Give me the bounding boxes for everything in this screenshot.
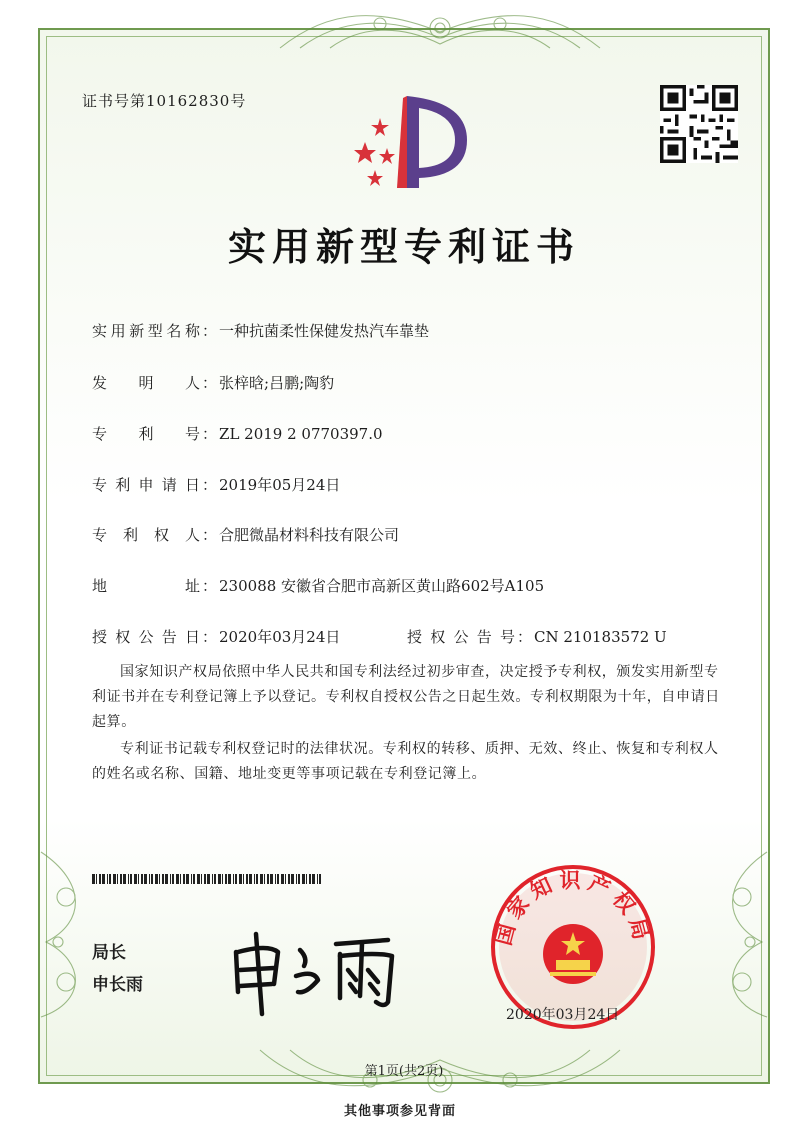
field-label: 专利号 — [92, 425, 200, 443]
footer-note: 其他事项参见背面 — [343, 1104, 456, 1119]
field-label: 实用新型名称 — [92, 322, 200, 340]
director-title: 局长 — [92, 943, 126, 963]
field-value: CN 210183572 U — [534, 628, 667, 646]
certificate-title: 实用新型专利证书 — [227, 225, 580, 269]
field-patent-number: 专利号 ： ZL 2019 2 0770397.0 — [92, 425, 383, 443]
field-address: 地址 ： 230088 安徽省合肥市高新区黄山路602号A105 — [92, 577, 545, 595]
certificate-sheet — [38, 28, 770, 1084]
field-inventors: 发明人 ： 张梓晗;吕鹏;陶豹 — [92, 374, 335, 392]
certificate-number: 证书号第10162830号 — [82, 92, 247, 110]
field-patentee: 专利权人 ： 合肥微晶材料科技有限公司 — [92, 526, 400, 544]
field-value: 合肥微晶材料科技有限公司 — [219, 526, 400, 544]
field-label: 授权公告号 — [407, 628, 515, 646]
field-value: 张梓晗;吕鹏;陶豹 — [219, 374, 335, 392]
field-grant-date: 授权公告日 ： 2020年03月24日 — [92, 628, 341, 646]
field-label: 授权公告日 — [92, 628, 200, 646]
field-value: 一种抗菌柔性保健发热汽车靠垫 — [219, 322, 430, 340]
field-label: 发明人 — [92, 374, 200, 392]
seal-text: 国家知识产权局 — [491, 868, 655, 948]
handwritten-signature-icon — [228, 922, 418, 1017]
field-value: 2019年05月24日 — [219, 476, 341, 494]
top-ornament — [270, 8, 610, 54]
director-name: 申长雨 — [92, 975, 143, 995]
seal-date: 2020年03月24日 — [506, 1007, 620, 1023]
right-ornament — [702, 842, 772, 1022]
field-label: 专利申请日 — [92, 476, 200, 494]
page-number: 第1页(共2页) — [364, 1064, 444, 1079]
field-application-date: 专利申请日 ： 2019年05月24日 — [92, 476, 341, 494]
qr-code-icon — [660, 85, 738, 163]
field-value: ZL 2019 2 0770397.0 — [219, 425, 383, 443]
field-label: 地址 — [92, 577, 200, 595]
field-utility-model-name: 实用新型名称 ： 一种抗菌柔性保健发热汽车靠垫 — [92, 322, 430, 340]
cnipa-logo-icon — [345, 88, 475, 198]
field-label: 专利权人 — [92, 526, 200, 544]
field-value: 2020年03月24日 — [219, 628, 341, 646]
barcode-icon — [92, 874, 324, 884]
left-ornament — [36, 842, 106, 1022]
field-value: 230088 安徽省合肥市高新区黄山路602号A105 — [219, 577, 545, 595]
body-paragraph-1: 国家知识产权局依照中华人民共和国专利法经过初步审查，决定授予专利权，颁发实用新型专利证书并在专利登记簿上予以登记。专利权自授权公告之日起生效。专利权期限为十年，自申请日起算。 — [92, 664, 720, 730]
body-paragraph-2: 专利证书记载专利权登记时的法律状况。专利权的转移、质押、无效、终止、恢复和专利权人的姓名或名称、国籍、地址变更等事项记载在专利登记簿上。 — [92, 741, 719, 782]
field-grant-number: 授权公告号 ： CN 210183572 U — [407, 628, 667, 646]
